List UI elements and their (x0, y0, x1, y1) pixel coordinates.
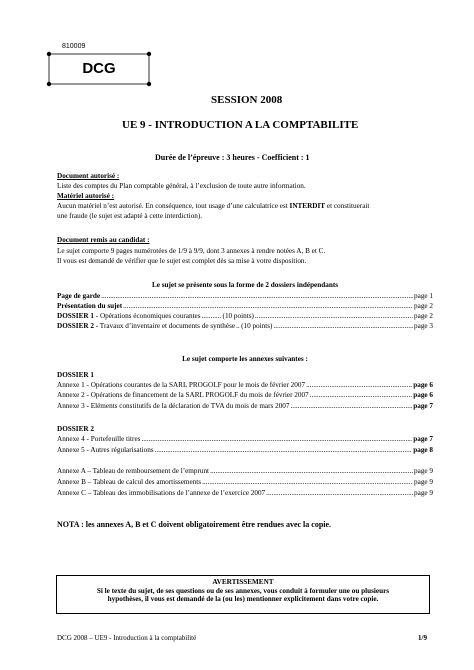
doc-remis-line2: Il vous est demandé de vérifier que le sujet est complet dès sa mise à votre disposition. (57, 257, 307, 265)
avertissement-box (56, 575, 430, 614)
toc-leader (202, 312, 222, 321)
annexe-leader (141, 435, 412, 444)
toc-points: (10 points) (241, 322, 273, 330)
dcg-badge: DCG (82, 60, 116, 77)
annexe-leader (290, 402, 412, 411)
annexe-row (57, 489, 433, 498)
toc-label: DOSSIER 2 - Travaux d’inventaire et documents de synthèse (57, 322, 236, 330)
avertissement-line1: Si le texte du sujet, de ses questions ou de ses annexes, vous conduit à formuler une ou plusieurs (96, 586, 390, 595)
materiel-text-line2: une fraude (le sujet est adapté à cette interdiction). (57, 212, 203, 220)
toc-leader (101, 292, 413, 301)
toc-row (57, 312, 433, 321)
annexe-row (57, 467, 433, 476)
footer-page: 1/9 (418, 634, 427, 642)
annexe-label: Annexe 1 - Opérations courantes de la SARL PROGOLF pour le mois de février 2007 (57, 381, 306, 389)
toc-page: page 2 (414, 302, 433, 310)
annexe-leader (155, 446, 413, 455)
annexe-row (57, 402, 433, 411)
toc-row (57, 292, 433, 301)
toc-row (57, 322, 433, 331)
annexe-page: page 9 (414, 467, 433, 475)
toc-label: DOSSIER 1 - Opérations économiques courantes (57, 312, 201, 320)
doc-remis-heading: Document remis au candidat : (57, 236, 150, 244)
annexe-page: page 8 (413, 446, 433, 454)
annexe-leader (306, 381, 412, 390)
annexe-page: page 7 (413, 435, 433, 443)
annexe-page: page 9 (414, 478, 433, 486)
annexe-leader (310, 391, 413, 400)
materiel-interdit: INTERDIT (289, 202, 326, 210)
annexe-label: Annexe A – Tableau de remboursement de l’emprunt (57, 467, 210, 475)
annexe-leader (202, 478, 413, 487)
annexe-label: Annexe 3 - Eléments constitutifs de la déclaration de TVA du mois de mars 2007 (57, 402, 290, 410)
annexe-row (57, 435, 433, 444)
toc-label: Page de garde (57, 292, 101, 300)
annexe-page: page 7 (413, 402, 433, 410)
annexe-leader (210, 467, 413, 476)
annexe-label: Annexe 2 - Opérations de financement de la SARL PROGOLF du mois de février 2007 (57, 391, 309, 399)
annexes-heading: Le sujet comporte les annexes suivantes : (182, 355, 308, 363)
exam-title: UE 9 - INTRODUCTION A LA COMPTABILITE (122, 119, 359, 131)
annexe-label: Annexe C – Tableau des immobilisations de l’annexe de l’exercice 2007 (57, 489, 266, 497)
materiel-text-a: Aucun matériel n’est autorisé. En conséquence, tout usage d’une calculatrice est (57, 202, 290, 210)
annexe-page: page 6 (413, 381, 433, 389)
footer-left: DCG 2008 – UE9 - Introduction à la comptabilité (57, 634, 197, 642)
doc-autorise-heading: Document autorisé : (57, 172, 120, 180)
avertissement-heading: AVERTISSEMENT (212, 578, 274, 586)
toc-label: Présentation du sujet (57, 302, 123, 310)
materiel-heading: Matériel autorisé : (57, 192, 115, 200)
duration-line: Durée de l’épreuve : 3 heures - Coefficient : 1 (155, 153, 310, 162)
forme-heading: Le sujet se présente sous la forme de 2 dossiers indépendants (151, 281, 339, 289)
toc-points: (10 points) (222, 312, 254, 320)
annexe-label: Annexe B – Tableau de calcul des amortissements (57, 478, 202, 486)
toc-leader (255, 312, 413, 321)
materiel-text-b: et constituerait (325, 202, 370, 210)
toc-leader (273, 322, 413, 331)
avertissement-line2: hypothèses, il vous est demandé de la (ou les) mentionner explicitement dans votre copie. (107, 595, 379, 604)
materiel-text (57, 202, 369, 211)
annexe-page: page 9 (414, 489, 433, 497)
session-title: SESSION 2008 (211, 94, 283, 106)
annexe-row (57, 478, 433, 487)
nota: NOTA : les annexes A, B et C doivent obligatoirement être rendues avec la copie. (57, 520, 332, 529)
doc-remis-line1: Le sujet comporte 9 pages numérotées de 1/9 à 9/9, dont 3 annexes à rendre notées A, B et C. (57, 247, 326, 255)
annexe-page: page 6 (413, 391, 433, 399)
annexe-row (57, 391, 433, 400)
annexe-label: Annexe 4 - Portefeuille titres (57, 435, 141, 443)
annexe-row (57, 381, 433, 390)
annexe-row (57, 446, 433, 455)
annexe-label: Annexe 5 - Autres régularisations (57, 446, 154, 454)
toc-page: page 1 (414, 292, 433, 300)
doc-autorise-text: Liste des comptes du Plan comptable général, à l’exclusion de toute autre information. (57, 182, 306, 190)
dossier1-heading: DOSSIER 1 (57, 371, 94, 379)
dossier2-heading: DOSSIER 2 (57, 425, 94, 433)
toc-row (57, 302, 433, 311)
document-code: 810009 (62, 43, 86, 50)
toc-page: page 2 (414, 312, 433, 320)
toc-leader (236, 322, 240, 331)
annexe-leader (266, 489, 413, 498)
toc-leader (123, 302, 413, 311)
toc-page: page 3 (414, 322, 433, 330)
